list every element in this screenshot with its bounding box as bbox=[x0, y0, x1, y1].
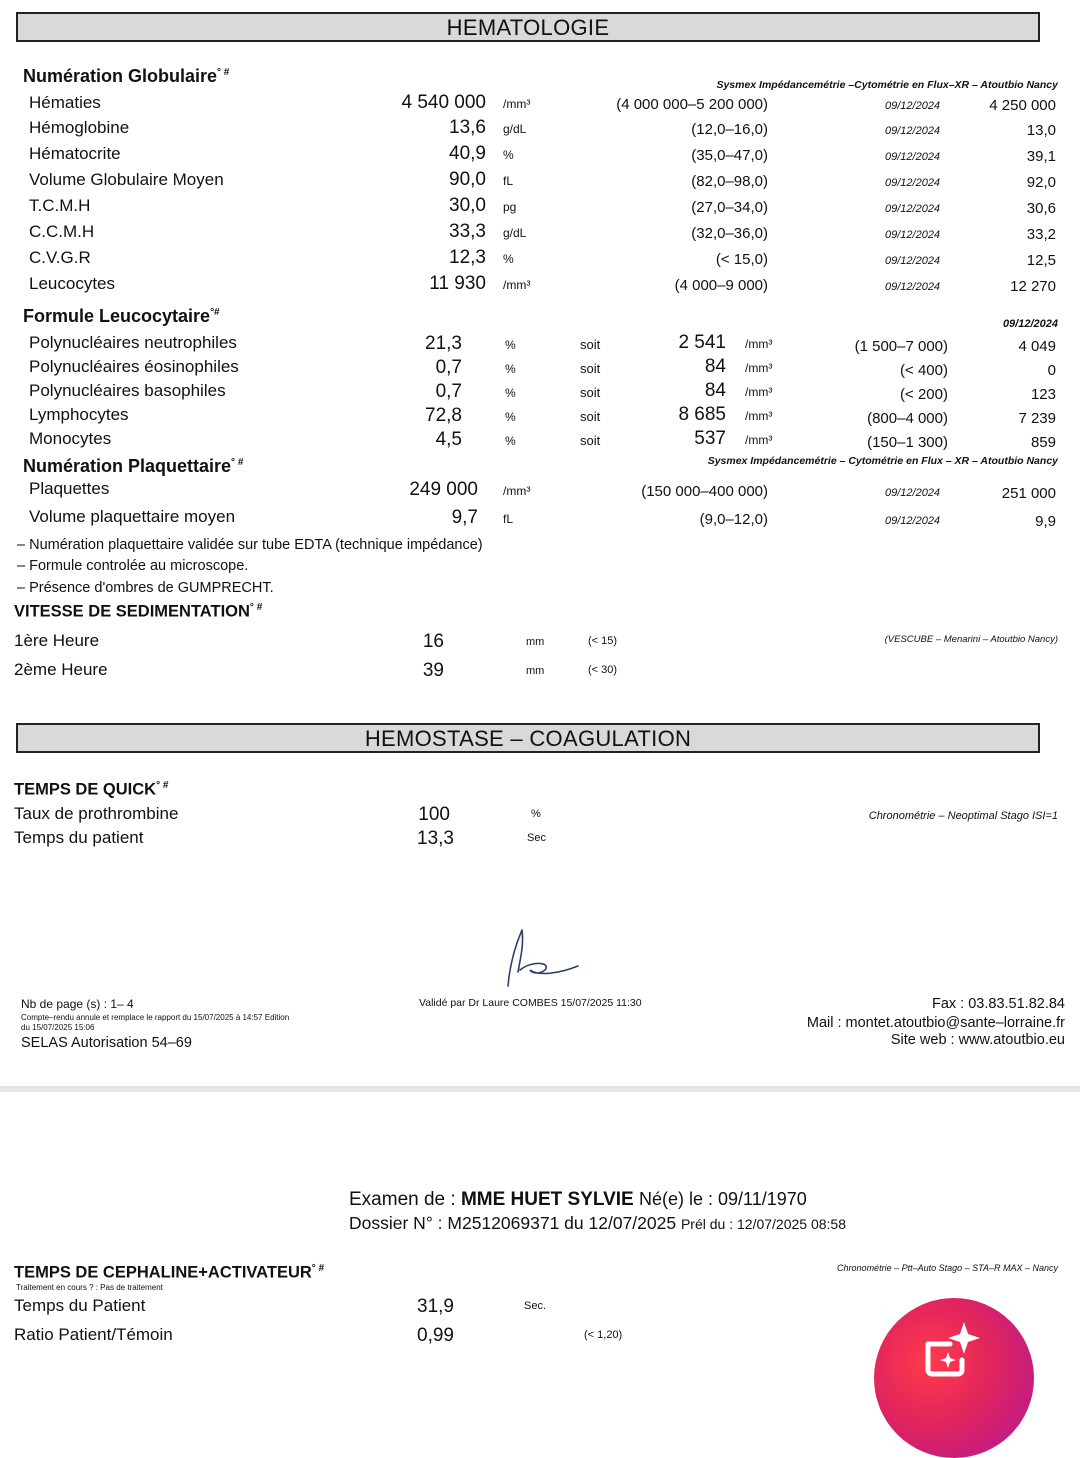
row-label: Volume Globulaire Moyen bbox=[29, 170, 224, 189]
table-row bbox=[0, 221, 1080, 245]
row-value: 249 000 bbox=[409, 479, 478, 500]
row-percent: 21,3 bbox=[425, 333, 462, 354]
table-row bbox=[0, 195, 1080, 219]
row-absolute-unit: /mm³ bbox=[745, 409, 773, 423]
row-ref: (1 500–7 000) bbox=[854, 338, 948, 355]
prelevement-date: Prél du : 12/07/2025 08:58 bbox=[680, 1216, 846, 1232]
row-absolute: 2 541 bbox=[678, 332, 726, 353]
row-value: 30,0 bbox=[449, 195, 486, 216]
row-value: 33,3 bbox=[449, 221, 486, 242]
table-row bbox=[0, 92, 1080, 116]
row-value: 0,99 bbox=[417, 1325, 454, 1346]
table-row bbox=[0, 357, 1080, 381]
row-value: 100 bbox=[418, 804, 450, 825]
row-unit: Sec bbox=[527, 832, 546, 844]
row-previous: 7 239 bbox=[1018, 410, 1056, 427]
row-label: Monocytes bbox=[29, 429, 112, 448]
quick-method: Chronométrie – Neoptimal Stago ISI=1 bbox=[868, 810, 1058, 822]
table-row bbox=[0, 630, 1080, 654]
hematologie-banner bbox=[16, 12, 1040, 42]
row-ref: (27,0–34,0) bbox=[691, 199, 768, 216]
table-row bbox=[0, 247, 1080, 271]
row-date: 09/12/2024 bbox=[885, 255, 941, 267]
patient-birthdate: Né(e) le : 09/11/1970 bbox=[639, 1189, 807, 1209]
row-soit: soit bbox=[580, 337, 601, 352]
row-label: Volume plaquettaire moyen bbox=[29, 507, 236, 526]
row-label: C.C.M.H bbox=[29, 222, 95, 241]
row-label: T.C.M.H bbox=[29, 196, 91, 215]
row-unit: % bbox=[503, 148, 514, 162]
patient-name: MME HUET SYLVIE bbox=[460, 1189, 634, 1210]
row-ref: (4 000–9 000) bbox=[674, 277, 768, 294]
row-absolute-unit: /mm³ bbox=[745, 361, 773, 375]
row-percent-unit: % bbox=[505, 386, 516, 400]
row-date: 09/12/2024 bbox=[885, 487, 941, 499]
row-previous: 0 bbox=[1047, 362, 1056, 379]
table-row bbox=[0, 803, 1080, 827]
row-soit: soit bbox=[580, 361, 601, 376]
page-divider bbox=[0, 1086, 1080, 1092]
row-previous: 92,0 bbox=[1026, 174, 1056, 191]
row-unit: Sec. bbox=[524, 1300, 547, 1312]
dossier-line bbox=[349, 1213, 846, 1234]
row-unit: g/dL bbox=[503, 122, 527, 136]
row-value: 4 540 000 bbox=[401, 92, 486, 113]
row-absolute: 537 bbox=[694, 428, 726, 449]
row-percent: 72,8 bbox=[425, 405, 462, 426]
row-previous: 12,5 bbox=[1026, 252, 1056, 269]
row-ref: (35,0–47,0) bbox=[691, 147, 768, 164]
row-absolute: 84 bbox=[704, 356, 726, 377]
formule-leucocytaire-date: 09/12/2024 bbox=[1002, 318, 1058, 330]
row-previous: 9,9 bbox=[1035, 513, 1056, 530]
row-ref: (< 1,20) bbox=[584, 1329, 623, 1341]
fax-number: Fax : 03.83.51.82.84 bbox=[931, 996, 1065, 1012]
row-date: 09/12/2024 bbox=[885, 100, 941, 112]
row-unit: fL bbox=[503, 512, 514, 526]
row-absolute-unit: /mm³ bbox=[745, 433, 773, 447]
row-value: 90,0 bbox=[449, 169, 486, 190]
table-row bbox=[0, 381, 1080, 405]
row-percent: 4,5 bbox=[435, 429, 462, 450]
row-previous: 12 270 bbox=[1010, 278, 1056, 295]
row-value: 16 bbox=[422, 631, 444, 652]
row-label: Hématies bbox=[29, 93, 101, 112]
row-unit: fL bbox=[503, 174, 514, 188]
row-label: Polynucléaires neutrophiles bbox=[29, 333, 237, 352]
row-label: Temps du patient bbox=[14, 828, 144, 847]
row-value: 39 bbox=[422, 660, 444, 681]
table-row bbox=[0, 273, 1080, 297]
row-value: 13,3 bbox=[417, 828, 454, 849]
row-percent: 0,7 bbox=[435, 357, 462, 378]
row-value: 9,7 bbox=[451, 507, 478, 528]
numeration-globulaire-method: Sysmex Impédancemétrie –Cytométrie en Flux–XR – Atoutbio Nancy bbox=[716, 79, 1058, 91]
row-percent: 0,7 bbox=[435, 381, 462, 402]
row-value: 11 930 bbox=[429, 273, 486, 294]
hematologie-banner-title: HEMATOLOGIE bbox=[446, 15, 610, 40]
row-label: Lymphocytes bbox=[29, 405, 129, 424]
row-label: Temps du Patient bbox=[14, 1296, 146, 1315]
vitesse-method: (VESCUBE – Menarini – Atoutbio Nancy) bbox=[884, 634, 1058, 645]
row-ref: (< 15) bbox=[588, 635, 618, 647]
traitement-note: Traitement en cours ? : Pas de traitement bbox=[16, 1283, 163, 1292]
mail-address[interactable]: Mail : montet.atoutbio@sante–lorraine.fr bbox=[806, 1015, 1065, 1031]
website[interactable]: Site web : www.atoutbio.eu bbox=[890, 1032, 1065, 1048]
row-ref: (12,0–16,0) bbox=[691, 121, 768, 138]
row-percent-unit: % bbox=[505, 434, 516, 448]
row-ref: (82,0–98,0) bbox=[691, 173, 768, 190]
row-label: Hématocrite bbox=[29, 144, 121, 163]
note-line: – Numération plaquettaire validée sur tube EDTA (technique impédance) bbox=[17, 537, 483, 553]
row-date: 09/12/2024 bbox=[885, 125, 941, 137]
formule-leucocytaire-title: Formule Leucocytaire°# bbox=[23, 306, 220, 326]
row-date: 09/12/2024 bbox=[885, 229, 941, 241]
row-percent-unit: % bbox=[505, 362, 516, 376]
exam-header: Examen de : MME HUET SYLVIE Né(e) le : 09/11/1970 bbox=[349, 1189, 807, 1210]
row-value: 13,6 bbox=[449, 117, 486, 138]
row-previous: 33,2 bbox=[1026, 226, 1056, 243]
page-count: Nb de page (s) : 1– 4 bbox=[21, 997, 134, 1011]
row-label: Polynucléaires éosinophiles bbox=[29, 357, 239, 376]
hemostase-banner bbox=[16, 723, 1040, 753]
compte-rendu-note: Compte–rendu annule et remplace le rapport du 15/07/2025 à 14:57 Edition bbox=[21, 1013, 290, 1022]
row-unit: /mm³ bbox=[503, 278, 531, 292]
row-soit: soit bbox=[580, 433, 601, 448]
row-value: 31,9 bbox=[417, 1296, 454, 1317]
ai-sparkle-icon bbox=[918, 1316, 990, 1388]
row-absolute-unit: /mm³ bbox=[745, 337, 773, 351]
signature-mark bbox=[500, 926, 590, 992]
row-ref: (< 200) bbox=[900, 386, 948, 403]
temps-de-quick-title: TEMPS DE QUICK° # bbox=[14, 780, 169, 799]
row-date: 09/12/2024 bbox=[885, 177, 941, 189]
row-date: 09/12/2024 bbox=[885, 203, 941, 215]
row-label: Taux de prothrombine bbox=[14, 804, 179, 823]
row-previous: 859 bbox=[1030, 434, 1056, 451]
cephaline-title: TEMPS DE CEPHALINE+ACTIVATEUR° # bbox=[14, 1263, 325, 1282]
row-soit: soit bbox=[580, 409, 601, 424]
row-date: 09/12/2024 bbox=[885, 515, 941, 527]
table-row bbox=[0, 507, 1080, 531]
row-previous: 123 bbox=[1030, 386, 1056, 403]
row-value: 40,9 bbox=[449, 143, 486, 164]
row-label: Hémoglobine bbox=[29, 118, 130, 137]
table-row bbox=[0, 429, 1080, 453]
row-ref: (9,0–12,0) bbox=[699, 511, 768, 528]
numeration-plaquettaire-method: Sysmex Impédancemétrie – Cytométrie en Flux – XR – Atoutbio Nancy bbox=[707, 455, 1058, 467]
table-row bbox=[0, 169, 1080, 193]
row-previous: 30,6 bbox=[1026, 200, 1056, 217]
table-row bbox=[0, 333, 1080, 357]
row-previous: 4 250 000 bbox=[989, 97, 1056, 114]
validated-by: Validé par Dr Laure COMBES 15/07/2025 11:30 bbox=[419, 997, 642, 1009]
row-ref: (4 000 000–5 200 000) bbox=[616, 96, 768, 113]
row-percent-unit: % bbox=[505, 410, 516, 424]
row-value: 12,3 bbox=[449, 247, 486, 268]
row-previous: 4 049 bbox=[1018, 338, 1056, 355]
row-unit: /mm³ bbox=[503, 484, 531, 498]
row-label: C.V.G.R bbox=[29, 248, 91, 267]
selas-authorisation: SELAS Autorisation 54–69 bbox=[21, 1035, 192, 1051]
row-ref: (< 15,0) bbox=[715, 251, 768, 268]
row-label: Ratio Patient/Témoin bbox=[14, 1325, 173, 1344]
row-ref: (800–4 000) bbox=[867, 410, 948, 427]
row-ref: (150 000–400 000) bbox=[641, 483, 768, 500]
dossier-number: Dossier N° : M2512069371 du 12/07/2025 bbox=[349, 1213, 677, 1233]
hemostase-banner-title: HEMOSTASE – COAGULATION bbox=[364, 726, 692, 751]
row-unit: % bbox=[503, 252, 514, 266]
row-previous: 251 000 bbox=[1001, 485, 1056, 502]
note-line: – Présence d'ombres de GUMPRECHT. bbox=[17, 580, 274, 596]
numeration-plaquettaire-title: Numération Plaquettaire° # bbox=[23, 456, 244, 476]
table-row bbox=[0, 143, 1080, 167]
vitesse-sedimentation-title: VITESSE DE SEDIMENTATION° # bbox=[14, 602, 263, 621]
ai-assistant-button[interactable] bbox=[874, 1298, 1034, 1458]
row-unit: g/dL bbox=[503, 226, 527, 240]
row-soit: soit bbox=[580, 385, 601, 400]
row-previous: 13,0 bbox=[1026, 122, 1056, 139]
table-row bbox=[0, 659, 1080, 683]
row-label: Polynucléaires basophiles bbox=[29, 381, 226, 400]
row-absolute: 84 bbox=[704, 380, 726, 401]
cephaline-method: Chronométrie – Ptt–Auto Stago – STA–R MAX – Nancy bbox=[837, 1263, 1058, 1273]
row-date: 09/12/2024 bbox=[885, 281, 941, 293]
table-row bbox=[0, 405, 1080, 429]
row-label: 2ème Heure bbox=[14, 660, 108, 679]
row-ref: (< 400) bbox=[900, 362, 948, 379]
row-unit: mm bbox=[526, 665, 545, 677]
row-ref: (32,0–36,0) bbox=[691, 225, 768, 242]
table-row bbox=[0, 479, 1080, 503]
row-percent-unit: % bbox=[505, 338, 516, 352]
row-unit: /mm³ bbox=[503, 97, 531, 111]
row-label: Plaquettes bbox=[29, 479, 110, 498]
row-unit: % bbox=[531, 808, 541, 820]
row-absolute: 8 685 bbox=[678, 404, 726, 425]
table-row bbox=[0, 827, 1080, 851]
numeration-globulaire-title: Numération Globulaire° # bbox=[23, 66, 230, 86]
row-unit: mm bbox=[526, 636, 545, 648]
row-ref: (< 30) bbox=[588, 664, 618, 676]
compte-rendu-note: du 15/07/2025 15:06 bbox=[21, 1023, 95, 1032]
table-row bbox=[0, 117, 1080, 141]
row-unit: pg bbox=[503, 200, 517, 214]
row-label: 1ère Heure bbox=[14, 631, 100, 650]
note-line: – Formule controlée au microscope. bbox=[17, 558, 249, 574]
row-date: 09/12/2024 bbox=[885, 151, 941, 163]
row-ref: (150–1 300) bbox=[867, 434, 948, 451]
row-absolute-unit: /mm³ bbox=[745, 385, 773, 399]
row-previous: 39,1 bbox=[1026, 148, 1056, 165]
row-label: Leucocytes bbox=[29, 274, 115, 293]
